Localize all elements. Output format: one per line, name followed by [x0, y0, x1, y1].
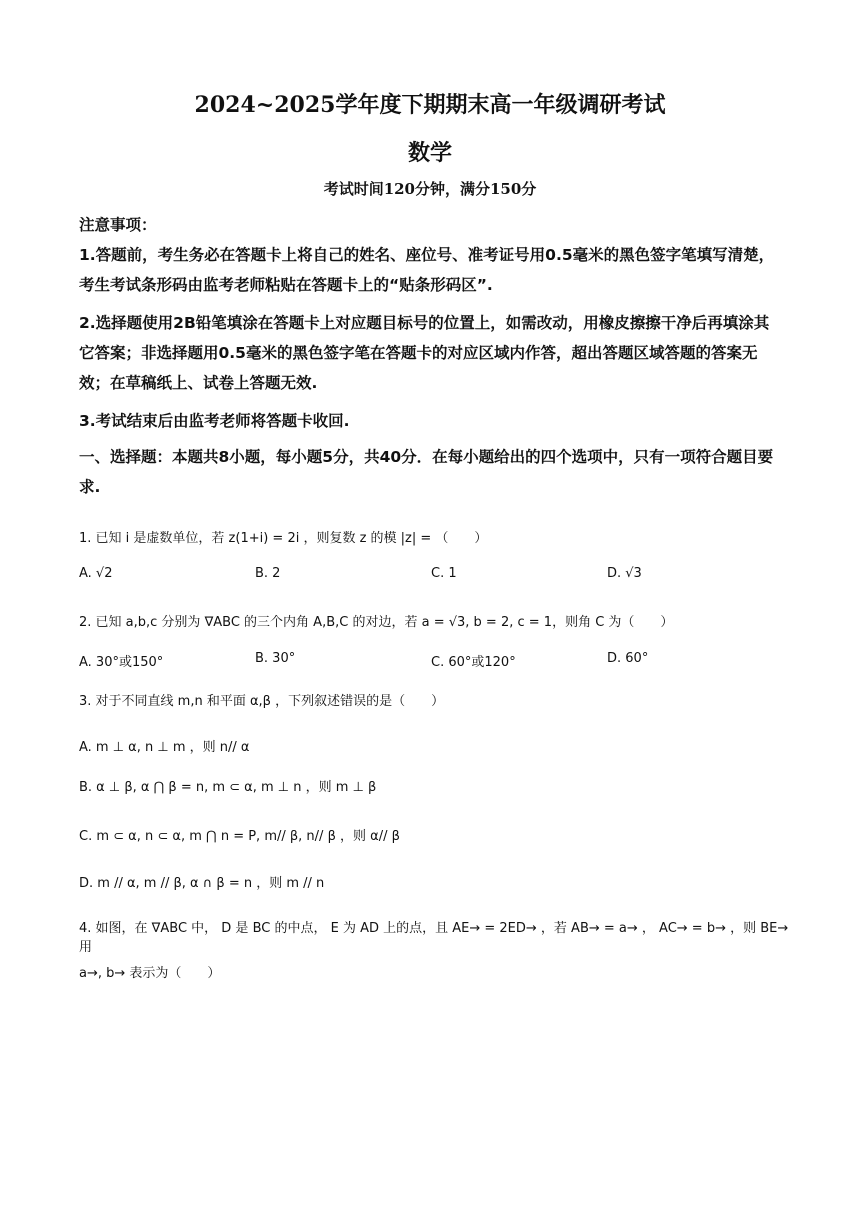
- notice-heading: 注意事项：: [79, 216, 157, 234]
- question-1-stem: 1. 已知 i 是虚数单位，若 z(1+i) = 2i ，则复数 z 的模 |z| = （ ）: [79, 531, 488, 546]
- section-1-heading: 一、选择题：本题共8小题，每小题5分，共40分．在每小题给出的四个选项中，只有一项符合题目要求.: [79, 448, 774, 496]
- q1-option-c: C. 1: [431, 566, 457, 581]
- question-4-stem-line-1: 4. 如图，在 ∇ABC 中， D 是 BC 的中点， E 为 AD 上的点，且 AE→ = 2ED→ ，若 AB→ = a→ ， AC→ = b→ ，则 BE→ 用: [79, 921, 789, 955]
- q1-option-b: B. 2: [255, 566, 281, 581]
- q3-option-c: C. m ⊂ α, n ⊂ α, m ⋂ n = P, m// β, n// β ，则 α// β: [79, 829, 400, 844]
- q2-option-d: D. 60°: [607, 651, 649, 666]
- q2-option-a: A. 30°或150°: [79, 655, 164, 670]
- q1-option-a: A. √2: [79, 566, 113, 581]
- question-2-stem: 2. 已知 a,b,c 分别为 ∇ABC 的三个内角 A,B,C 的对边，若 a = √3, b = 2, c = 1，则角 C 为（ ）: [79, 615, 674, 630]
- question-4-stem-line-2: a→, b→ 表示为（ ）: [79, 966, 221, 981]
- q1-option-d: D. √3: [607, 566, 642, 581]
- notice-item-2: 2.选择题使用2B铅笔填涂在答题卡上对应题目标号的位置上，如需改动，用橡皮擦擦干净后再填涂其它答案；非选择题用0.5毫米的黑色签字笔在答题卡的对应区域内作答，超出答题区域答题的答案无效；在草稿纸上、试卷上答题无效.: [79, 314, 770, 392]
- exam-title: 2024~2025学年度下期期末高一年级调研考试: [194, 92, 666, 118]
- q3-option-d: D. m // α, m // β, α ∩ β = n ，则 m // n: [79, 876, 325, 891]
- question-3-stem: 3. 对于不同直线 m,n 和平面 α,β ，下列叙述错误的是（ ）: [79, 694, 445, 709]
- time-info: 考试时间120分钟，满分150分: [323, 180, 537, 198]
- notice-item-3: 3.考试结束后由监考老师将答题卡收回.: [79, 412, 350, 430]
- q2-option-b: B. 30°: [255, 651, 296, 666]
- q2-option-c: C. 60°或120°: [431, 655, 516, 670]
- q3-option-a: A. m ⊥ α, n ⊥ m ，则 n// α: [79, 740, 250, 755]
- notice-item-1: 1.答题前，考生务必在答题卡上将自己的姓名、座位号、准考证号用0.5毫米的黑色签字笔填写清楚，考生考试条形码由监考老师粘贴在答题卡上的“贴条形码区”.: [79, 246, 775, 294]
- q3-option-b: B. α ⊥ β, α ⋂ β = n, m ⊂ α, m ⊥ n ，则 m ⊥ β: [79, 780, 377, 795]
- subject-title: 数学: [407, 140, 452, 166]
